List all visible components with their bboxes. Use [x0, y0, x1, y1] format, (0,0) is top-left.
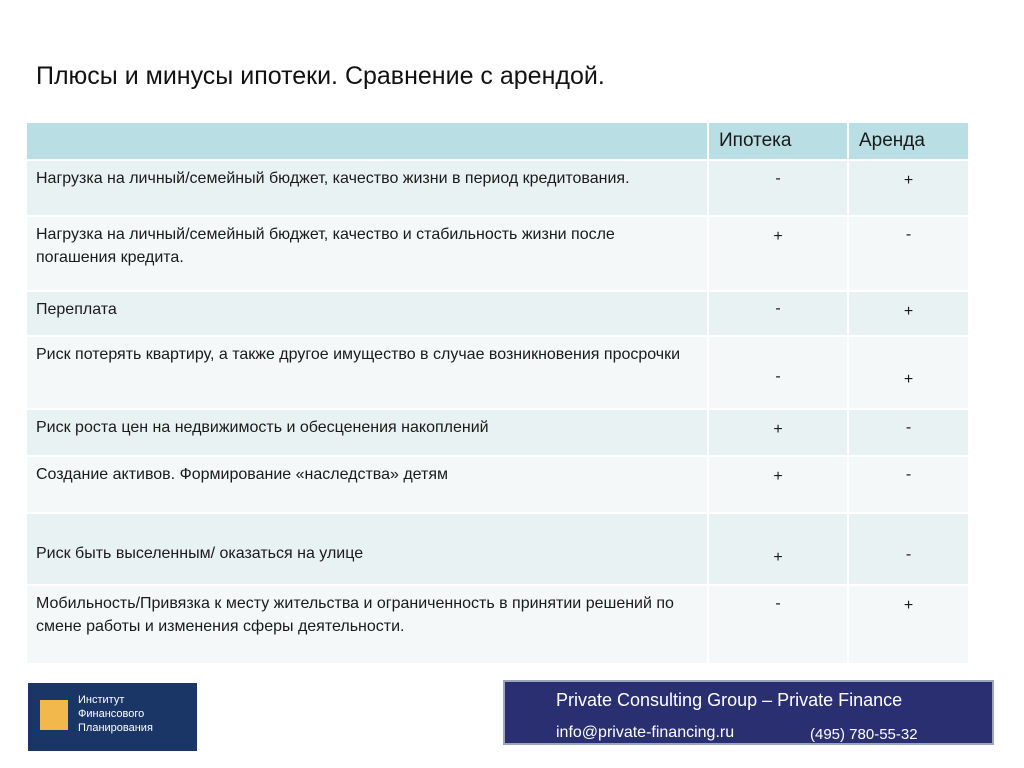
- logo-square-icon: [40, 700, 68, 730]
- rent-cell: -: [848, 409, 969, 456]
- logo-text: Институт Финансового Планирования: [78, 694, 153, 734]
- table-row: [26, 513, 969, 585]
- table-row: [26, 456, 969, 513]
- table-row: [26, 585, 969, 664]
- criterion-cell: Создание активов. Формирование «наследства» детям: [26, 456, 708, 513]
- comparison-table: [25, 121, 970, 665]
- table-row: [26, 160, 969, 216]
- mortgage-cell: +: [708, 456, 848, 513]
- header-rent: Аренда: [848, 122, 969, 160]
- table-row: [26, 216, 969, 291]
- criterion-cell: Риск роста цен на недвижимость и обесценения накоплений: [26, 409, 708, 456]
- contact-phone: (495) 780-55-32: [810, 726, 918, 743]
- table-row: [26, 409, 969, 456]
- mortgage-cell: +: [708, 216, 848, 291]
- mortgage-cell: -: [708, 336, 848, 409]
- mortgage-cell: +: [708, 409, 848, 456]
- contact-box: [503, 680, 994, 745]
- rent-cell: -: [848, 513, 969, 585]
- rent-cell: +: [848, 336, 969, 409]
- criterion-cell: Риск потерять квартиру, а также другое имущество в случае возникновения просрочки: [26, 336, 708, 409]
- mortgage-cell: -: [708, 585, 848, 664]
- table-row: [26, 336, 969, 409]
- page-title: Плюсы и минусы ипотеки. Сравнение с арендой.: [36, 62, 605, 90]
- table-header-row: [26, 122, 969, 160]
- criterion-cell: Риск быть выселенным/ оказаться на улице: [26, 513, 708, 585]
- institute-logo: [28, 683, 197, 751]
- rent-cell: +: [848, 291, 969, 336]
- contact-email[interactable]: info@private-financing.ru: [556, 724, 735, 741]
- mortgage-cell: +: [708, 513, 848, 585]
- criterion-cell: Нагрузка на личный/семейный бюджет, качество и стабильность жизни после погашения кредита.: [26, 216, 708, 291]
- rent-cell: -: [848, 216, 969, 291]
- rent-cell: -: [848, 456, 969, 513]
- company-name: Private Consulting Group – Private Finance: [556, 690, 903, 710]
- table-row: [26, 291, 969, 336]
- rent-cell: +: [848, 160, 969, 216]
- criterion-cell: Мобильность/Привязка к месту жительства и ограниченность в принятии решений по смене работы и изменения сферы деятельности.: [26, 585, 708, 664]
- header-criterion: [26, 122, 708, 160]
- mortgage-cell: -: [708, 291, 848, 336]
- criterion-cell: Переплата: [26, 291, 708, 336]
- rent-cell: +: [848, 585, 969, 664]
- criterion-cell: Нагрузка на личный/семейный бюджет, качество жизни в период кредитования.: [26, 160, 708, 216]
- mortgage-cell: -: [708, 160, 848, 216]
- header-mortgage: Ипотека: [708, 122, 848, 160]
